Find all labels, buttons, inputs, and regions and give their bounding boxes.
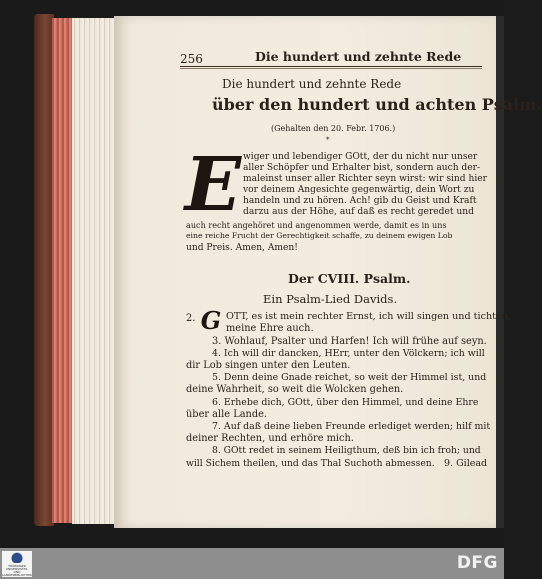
prayer-line: wiger und lebendiger GOtt, der du nicht nur unser <box>243 152 478 162</box>
verse-number: 2. <box>186 313 196 324</box>
catchword: 9. Gilead <box>444 458 488 469</box>
library-logo[interactable] <box>2 551 32 577</box>
verse-line: meine Ehre auch. <box>226 323 314 334</box>
psalm-heading: Der CVIII. Psalm. <box>288 271 411 286</box>
page-edges-red <box>52 18 74 523</box>
prayer-line: handeln und zu hören. Ach! gib du Geist und Kraft <box>243 196 477 206</box>
library-name: THÜRINGER UNIVERSITÄTS- UND LANDESBIBLIOTHEK <box>1 564 33 577</box>
header-rule <box>180 66 482 67</box>
header-rule-thin <box>180 68 482 69</box>
prayer-line: maleinst unser aller Richter seyn wirst: wir sind hier <box>243 174 487 184</box>
psalm-subheading: Ein Psalm-Lied Davids. <box>263 292 398 306</box>
verse-line: 6. Erhebe dich, GOtt, über den Himmel, und deine Ehre <box>212 397 479 408</box>
sermon-title-line2: über den hundert und achten Psalm. <box>212 95 542 114</box>
prayer-line: aller Schöpfer und Erhalter bist, sondern auch der- <box>243 163 481 173</box>
page-edges-stack <box>72 18 116 524</box>
verse-line: OTT, es ist mein rechter Ernst, ich will singen und tichten, <box>226 311 511 322</box>
book-cover-edge <box>34 14 54 526</box>
verse-line: 8. GOtt redet in seinem Heiligthum, deß bin ich froh; und <box>212 445 481 456</box>
prayer-line: und Preis. Amen, Amen! <box>186 243 298 253</box>
verse-line: 3. Wohlauf, Psalter und Harfen! Ich will frühe auf seyn. <box>212 336 487 347</box>
running-title: Die hundert und zehnte Rede <box>255 49 462 64</box>
dfg-logo[interactable]: DFG <box>456 553 498 573</box>
sermon-title-line1: Die hundert und zehnte Rede <box>222 77 402 91</box>
verse-line: will Sichem theilen, und das Thal Suchoth abmessen. <box>186 458 435 469</box>
verse-line: deiner Rechten, und erhöre mich. <box>186 433 354 444</box>
prayer-line: darzu aus der Höhe, auf daß es recht geredet und <box>243 207 474 217</box>
footer-bar <box>0 548 504 579</box>
verse-line: dir Lob singen unter den Leuten. <box>186 360 351 371</box>
verse-line: 7. Auf daß deine lieben Freunde erlediget werden; hilf mit <box>212 421 491 432</box>
prayer-line: vor deinem Angesichte gegenwärtig, dein Wort zu <box>243 185 475 195</box>
verse-line: über alle Lande. <box>186 409 268 420</box>
drop-cap-initial: E <box>184 142 242 228</box>
page-number: 256 <box>180 52 203 66</box>
library-emblem-icon <box>10 551 24 563</box>
verse-line: 5. Denn deine Gnade reichet, so weit der Himmel ist, und <box>212 372 487 383</box>
right-border <box>496 16 504 528</box>
prayer-line: auch recht angehöret und angenommen werde, damit es in uns <box>186 220 447 230</box>
prayer-line: eine reiche Frucht der Gerechtigkeit schaffe, zu deinem ewigen Lob <box>186 231 453 240</box>
ornament: * <box>326 136 330 144</box>
verse-initial: G <box>200 306 222 335</box>
verse-line: deine Wahrheit, so weit die Wolcken gehen. <box>186 384 404 395</box>
sermon-date: (Gehalten den 20. Febr. 1706.) <box>271 124 396 133</box>
verse-line: 4. Ich will dir dancken, HErr, unter den Völckern; ich will <box>212 348 485 359</box>
